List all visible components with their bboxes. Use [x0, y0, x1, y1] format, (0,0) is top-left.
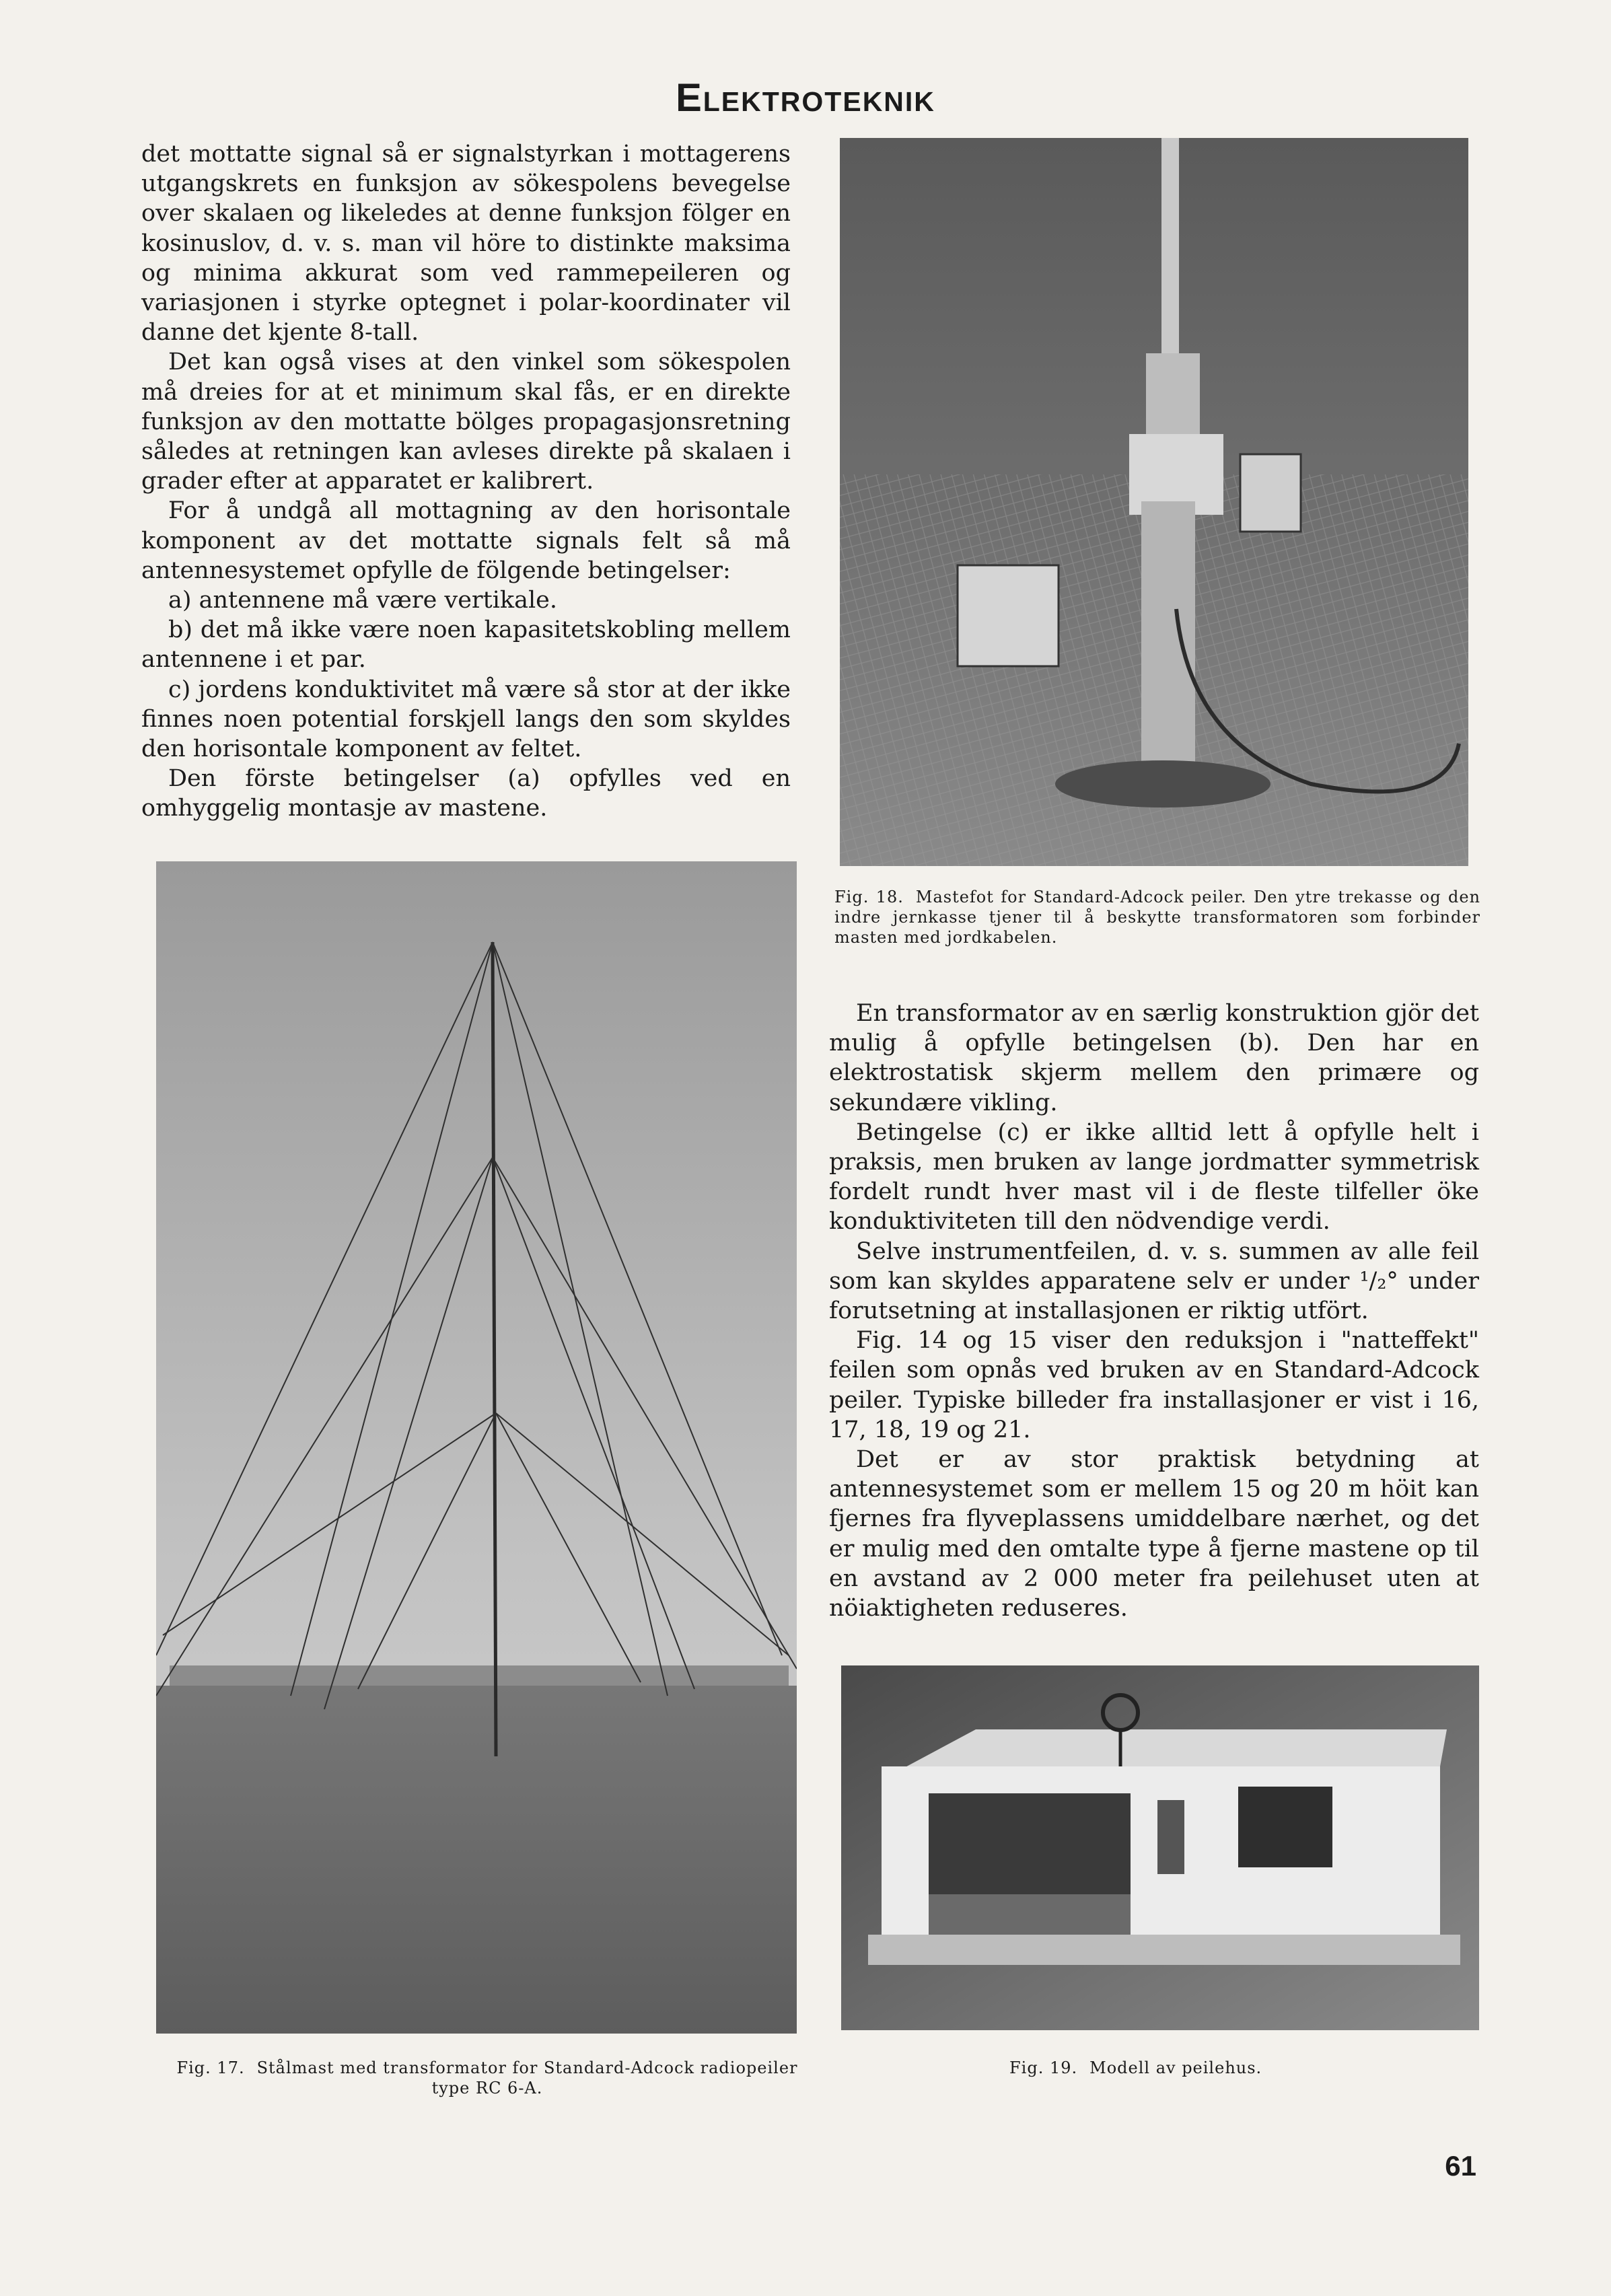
fig18-photo [840, 138, 1468, 866]
left-text-column [141, 139, 791, 824]
fig18-label: Fig. 18. [834, 888, 904, 906]
list-item: c) jordens konduktivitet må være så stor at der ikke finnes noen potential forskjell langs den som skyldes den horisontale komponent av feltet. [141, 676, 791, 763]
fig17-caption-text: Stålmast med transformator for Standard-Adcock radiopeiler type RC 6-A. [256, 2058, 798, 2097]
fig19-label: Fig. 19. [1009, 2058, 1078, 2077]
fig19-photo [841, 1665, 1479, 2030]
running-header [0, 75, 1611, 120]
paragraph: For å undgå all mottagning av den horisontale komponent av det mottatte signals felt så må antennesystemet opfylle de fölgende betingelser: [141, 497, 791, 584]
fig18-caption-text: Mastefot for Standard-Adcock peiler. Den ytre trekasse og den indre jernkasse tjener til å beskytte transformatoren som forbinder masten med jordkabelen. [834, 888, 1480, 947]
paragraph: Selve instrumentfeilen, d. v. s. summen av alle feil som kan skyldes apparatene selv er under ¹/₂° under forutsetning at installasjonen er riktig utfört. [829, 1237, 1479, 1325]
fig18-caption [834, 887, 1480, 947]
paragraph: Det er av stor praktisk betydning at antennesystemet som er mellem 15 og 20 m höit kan fjernes fra flyveplassens umiddelbare nærhet, og det er mulig med den omtalte type å fjerne mastene op til en avstand av 2 000 meter fra peilehuset uten at nöiaktigheten reduseres. [829, 1446, 1479, 1622]
page-number: 61 [1445, 2150, 1476, 2182]
list-item: a) antennene må være vertikale. [168, 587, 558, 614]
right-text-column [829, 999, 1479, 1623]
fig19-caption [1009, 2058, 1346, 2078]
paragraph: Det kan også vises at den vinkel som sökespolen må dreies for at et minimum skal fås, er en direkte funksjon av den mottatte bölges propagasjonsretning således at retningen kan avleses direkte på skalaen i grader efter at apparatet er kalibrert. [141, 349, 791, 495]
paragraph: Fig. 14 og 15 viser den reduksjon i "natteffekt" feilen som opnås ved bruken av en Standard-Adcock peiler. Typiske billeder fra installasjoner er vist i 16, 17, 18, 19 og 21. [829, 1327, 1479, 1443]
paragraph: En transformator av en særlig konstruktion gjör det mulig å opfylle betingelsen (b). Den har en elektrostatisk skjerm mellem den primære og sekundære vikling. [829, 1000, 1479, 1116]
fig17-label: Fig. 17. [176, 2058, 245, 2077]
fig19-caption-text: Modell av peilehus. [1089, 2058, 1262, 2077]
fig17-caption [157, 2058, 817, 2098]
paragraph: Betingelse (c) er ikke alltid lett å opfylle helt i praksis, men bruken av lange jordmatter symmetrisk fordelt rundt hver mast vil i de fleste tilfeller öke konduktiviteten till den nödvendige verdi. [829, 1118, 1479, 1235]
list-item: b) det må ikke være noen kapasitetskobling mellem antennene i et par. [141, 616, 791, 674]
fig17-photo [156, 861, 797, 2034]
header-title: Elektroteknik [676, 76, 935, 120]
paragraph: Den förste betingelser (a) opfylles ved en omhyggelig montasje av mastene. [141, 765, 791, 822]
paragraph: det mottatte signal så er signalstyrkan i mottagerens utgangskrets en funksjon av sökespolens bevegelse over skalaen og likeledes at denne funksjon fölger en kosinuslov, d. v. s. man vil höre to distinkte maksima og minima akkurat som ved rammepeileren og variasjonen i styrke optegnet i polar-koordinater vil danne det kjente 8-tall. [141, 141, 791, 347]
